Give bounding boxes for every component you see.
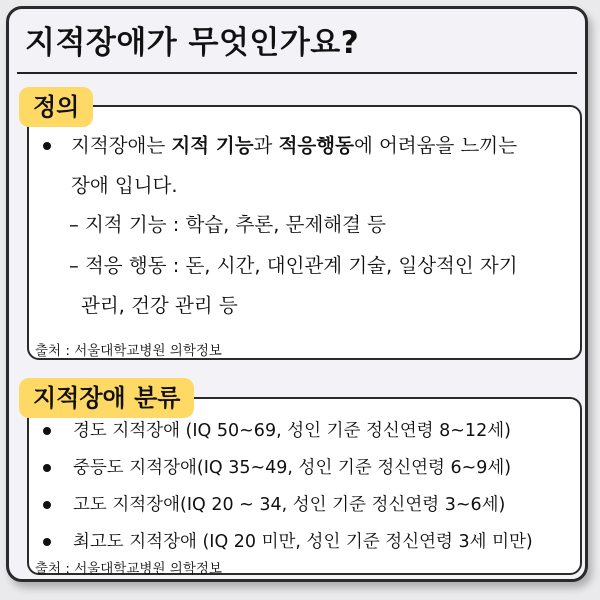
- title-divider: [17, 72, 577, 74]
- bullet-dot: [43, 427, 51, 435]
- definition-tag: 정의: [19, 87, 93, 127]
- bullet-dot: [43, 464, 51, 472]
- definition-box: [27, 105, 582, 360]
- classification-box: [27, 397, 582, 575]
- classification-tag: 지적장애 분류: [19, 378, 194, 418]
- definition-bold-term: 적응행동: [278, 134, 354, 157]
- definition-sub-1: – 지적 기능 : 학습, 추론, 문제해결 등: [69, 213, 386, 236]
- definition-text: 에 어려움을 느끼는: [353, 134, 518, 157]
- classification-item: 최고도 지적장애 (IQ 20 미만, 성인 기준 정신연령 3세 미만): [73, 532, 533, 552]
- definition-line-1: [71, 133, 517, 159]
- bullet-dot: [43, 142, 51, 150]
- bullet-dot: [43, 538, 51, 546]
- info-card: [6, 6, 588, 582]
- classification-item: 경도 지적장애 (IQ 50~69, 성인 기준 정신연령 8~12세): [73, 421, 511, 441]
- definition-sub-2-line-2: 관리, 건강 관리 등: [81, 294, 238, 317]
- bullet-dot: [43, 501, 51, 509]
- page-title: 지적장애가 무엇인가요?: [25, 25, 360, 61]
- classification-item: 고도 지적장애(IQ 20 ~ 34, 성인 기준 정신연령 3~6세): [73, 495, 506, 515]
- definition-source: 출처 : 서울대학교병원 의학정보: [35, 343, 222, 359]
- definition-text: 과: [253, 134, 279, 157]
- definition-bold-term: 지적 기능: [171, 134, 254, 157]
- definition-text: 지적장애는: [71, 134, 172, 157]
- definition-line-2: 장애 입니다.: [71, 174, 178, 197]
- classification-source: 출처 : 서울대학교병원 의학정보: [35, 561, 222, 577]
- definition-sub-2-line-1: – 적응 행동 : 돈, 시간, 대인관계 기술, 일상적인 자기: [69, 254, 518, 277]
- classification-item: 중등도 지적장애(IQ 35~49, 성인 기준 정신연령 6~9세): [73, 458, 512, 478]
